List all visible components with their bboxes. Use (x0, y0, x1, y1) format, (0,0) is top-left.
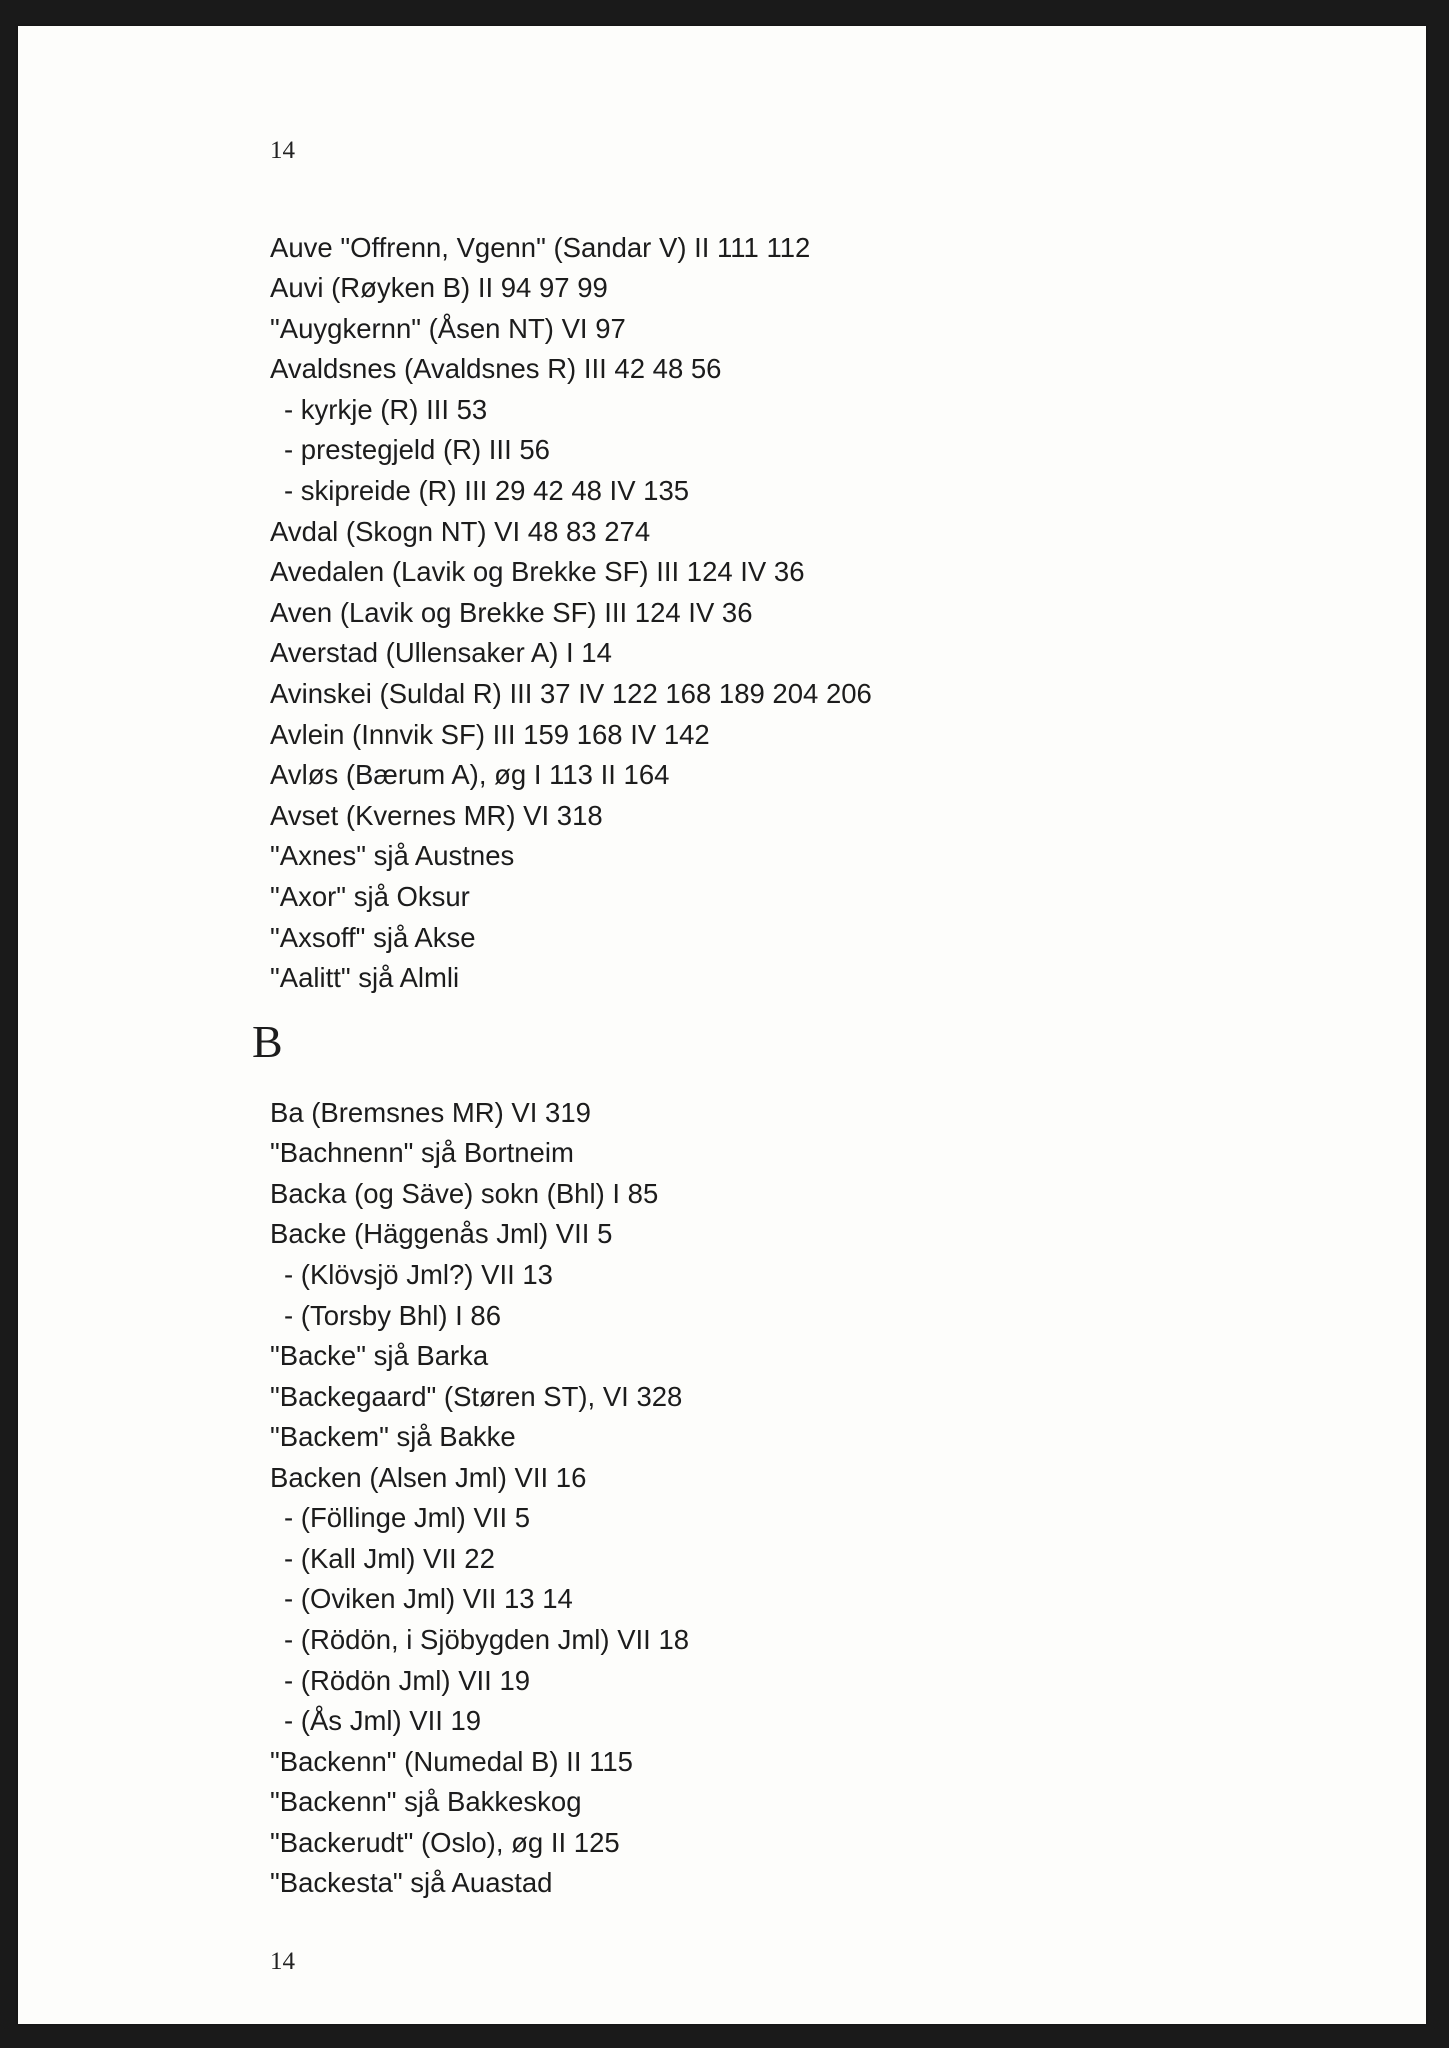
index-entry: Backe (Häggenås Jml) VII 5 (270, 1218, 613, 1249)
index-subentry: - kyrkje (R) III 53 (284, 394, 488, 425)
index-subentry: - (Torsby Bhl) I 86 (284, 1300, 502, 1331)
index-entry: "Backerudt" (Oslo), øg II 125 (270, 1827, 620, 1858)
page-number-bottom: 14 (270, 1948, 295, 1975)
index-entry: "Axsoff" sjå Akse (270, 922, 476, 953)
index-subentry: - (Kall Jml) VII 22 (284, 1543, 495, 1574)
index-entry: Auvi (Røyken B) II 94 97 99 (270, 272, 608, 303)
index-entry: "Backegaard" (Støren ST), VI 328 (270, 1381, 683, 1412)
index-entry: Auve "Offrenn, Vgenn" (Sandar V) II 111 112 (270, 232, 811, 263)
index-entry: "Backenn" (Numedal B) II 115 (270, 1746, 633, 1777)
index-entry: Avset (Kvernes MR) VI 318 (270, 800, 603, 831)
index-entry: "Aalitt" sjå Almli (270, 962, 460, 993)
index-page (18, 26, 1426, 2024)
index-subentry: - (Ås Jml) VII 19 (284, 1705, 482, 1736)
index-entry: "Axnes" sjå Austnes (270, 840, 515, 871)
index-entry: Avløs (Bærum A), øg I 113 II 164 (270, 759, 670, 790)
index-subentry: - (Oviken Jml) VII 13 14 (284, 1583, 573, 1614)
index-entry: "Axor" sjå Oksur (270, 881, 470, 912)
index-entry: Avlein (Innvik SF) III 159 168 IV 142 (270, 719, 710, 750)
index-subentry: - (Rödön, i Sjöbygden Jml) VII 18 (284, 1624, 690, 1655)
index-subentry: - skipreide (R) III 29 42 48 IV 135 (284, 475, 690, 506)
page-number-top: 14 (270, 137, 295, 164)
index-entry: "Backesta" sjå Auastad (270, 1867, 553, 1898)
index-entry: "Backenn" sjå Bakkeskog (270, 1786, 582, 1817)
section-heading-b: B (252, 1016, 283, 1067)
index-subentry: - (Rödön Jml) VII 19 (284, 1665, 531, 1696)
index-entry: "Bachnenn" sjå Bortneim (270, 1137, 574, 1168)
index-entry: Avaldsnes (Avaldsnes R) III 42 48 56 (270, 353, 722, 384)
index-entry: Backen (Alsen Jml) VII 16 (270, 1462, 587, 1493)
index-subentry: - (Klövsjö Jml?) VII 13 (284, 1259, 553, 1290)
index-entry: Ba (Bremsnes MR) VI 319 (270, 1097, 591, 1128)
index-entry: "Auygkernn" (Åsen NT) VI 97 (270, 313, 626, 344)
index-subentry: - (Föllinge Jml) VII 5 (284, 1502, 531, 1533)
index-entry: Avedalen (Lavik og Brekke SF) III 124 IV 36 (270, 556, 805, 587)
index-entry: Backa (og Säve) sokn (Bhl) I 85 (270, 1178, 659, 1209)
index-entry: Aven (Lavik og Brekke SF) III 124 IV 36 (270, 597, 753, 628)
index-entry: Averstad (Ullensaker A) I 14 (270, 637, 612, 668)
index-entry: "Backem" sjå Bakke (270, 1421, 516, 1452)
index-subentry: - prestegjeld (R) III 56 (284, 434, 550, 465)
index-entry: "Backe" sjå Barka (270, 1340, 489, 1371)
index-entry: Avinskei (Suldal R) III 37 IV 122 168 189 204 206 (270, 678, 872, 709)
index-entry: Avdal (Skogn NT) VI 48 83 274 (270, 516, 651, 547)
